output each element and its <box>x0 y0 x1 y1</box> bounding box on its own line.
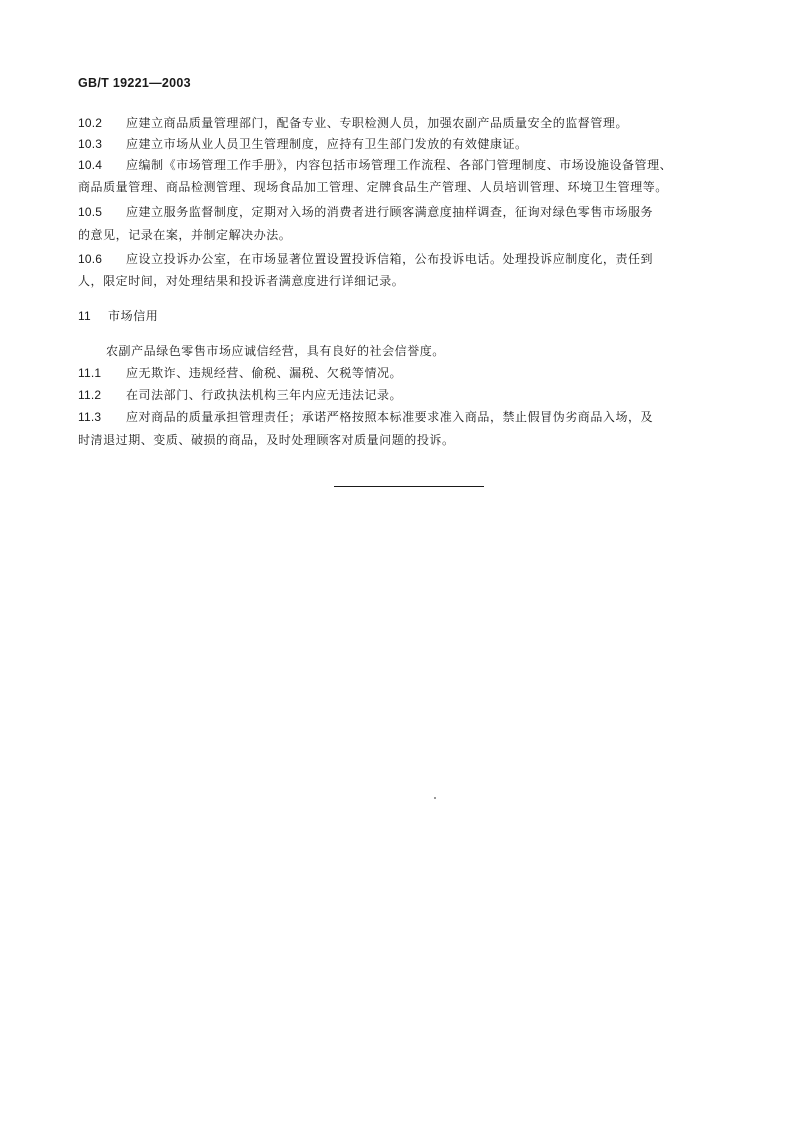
clause-text: 应编制《市场管理工作手册》，内容包括市场管理工作流程、各部门管理制度、市场设施设备管理、 <box>126 158 673 172</box>
section-number: 11 <box>78 309 91 323</box>
section-title: 市场信用 <box>108 309 159 323</box>
clause-text: 应无欺诈、违规经营、偷税、漏税、欠税等情况。 <box>126 366 403 380</box>
clause-number: 10.5 <box>78 205 103 219</box>
clause-text: 人，限定时间，对处理结果和投诉者满意度进行详细记录。 <box>78 274 405 288</box>
clause-text: 在司法部门、行政执法机构三年内应无违法记录。 <box>126 388 403 402</box>
clause-text: 的意见，记录在案，并制定解决办法。 <box>78 228 292 242</box>
clause-10-5 <box>78 205 748 219</box>
end-of-document-rule <box>334 486 484 487</box>
clause-10-4 <box>78 158 748 172</box>
section-intro-text: 农副产品绿色零售市场应诚信经营，具有良好的社会信誉度。 <box>106 344 445 358</box>
clause-text: 应建立服务监督制度，定期对入场的消费者进行顾客满意度抽样调查，征询对绿色零售市场服务 <box>126 205 654 219</box>
clause-11-2 <box>78 388 748 402</box>
section-heading <box>78 309 158 323</box>
clause-10-6 <box>78 252 748 266</box>
clause-number: 10.4 <box>78 158 103 172</box>
clause-11-3-continued <box>78 433 748 447</box>
standard-code-header <box>78 76 191 90</box>
clause-10-5-continued <box>78 228 748 242</box>
clause-text: 时清退过期、变质、破损的商品，及时处理顾客对质量问题的投诉。 <box>78 433 455 447</box>
clause-number: 10.3 <box>78 137 103 151</box>
clause-10-4-continued <box>78 180 748 194</box>
clause-10-3 <box>78 137 748 151</box>
clause-number: 10.2 <box>78 116 103 130</box>
clause-10-2 <box>78 116 748 130</box>
clause-number: 11.3 <box>78 410 102 424</box>
clause-text: 应对商品的质量承担管理责任；承诺严格按照本标准要求准入商品，禁止假冒伪劣商品入场，及 <box>126 410 654 424</box>
clause-11-3 <box>78 410 748 424</box>
clause-10-6-continued <box>78 274 748 288</box>
section-intro <box>78 344 776 358</box>
clause-text: 应设立投诉办公室，在市场显著位置设置投诉信箱，公布投诉电话。处理投诉应制度化，责任到 <box>126 252 654 266</box>
clause-11-1 <box>78 366 748 380</box>
scan-speck <box>434 797 436 799</box>
clause-number: 11.1 <box>78 366 102 380</box>
clause-text: 应建立商品质量管理部门，配备专业、专职检测人员，加强农副产品质量安全的监督管理。 <box>126 116 629 130</box>
clause-text: 应建立市场从业人员卫生管理制度，应持有卫生部门发放的有效健康证。 <box>126 137 528 151</box>
standard-code: GB/T 19221—2003 <box>78 76 191 90</box>
clause-text: 商品质量管理、商品检测管理、现场食品加工管理、定牌食品生产管理、人员培训管理、环境卫生管理等。 <box>78 180 668 194</box>
clause-number: 10.6 <box>78 252 103 266</box>
clause-number: 11.2 <box>78 388 102 402</box>
